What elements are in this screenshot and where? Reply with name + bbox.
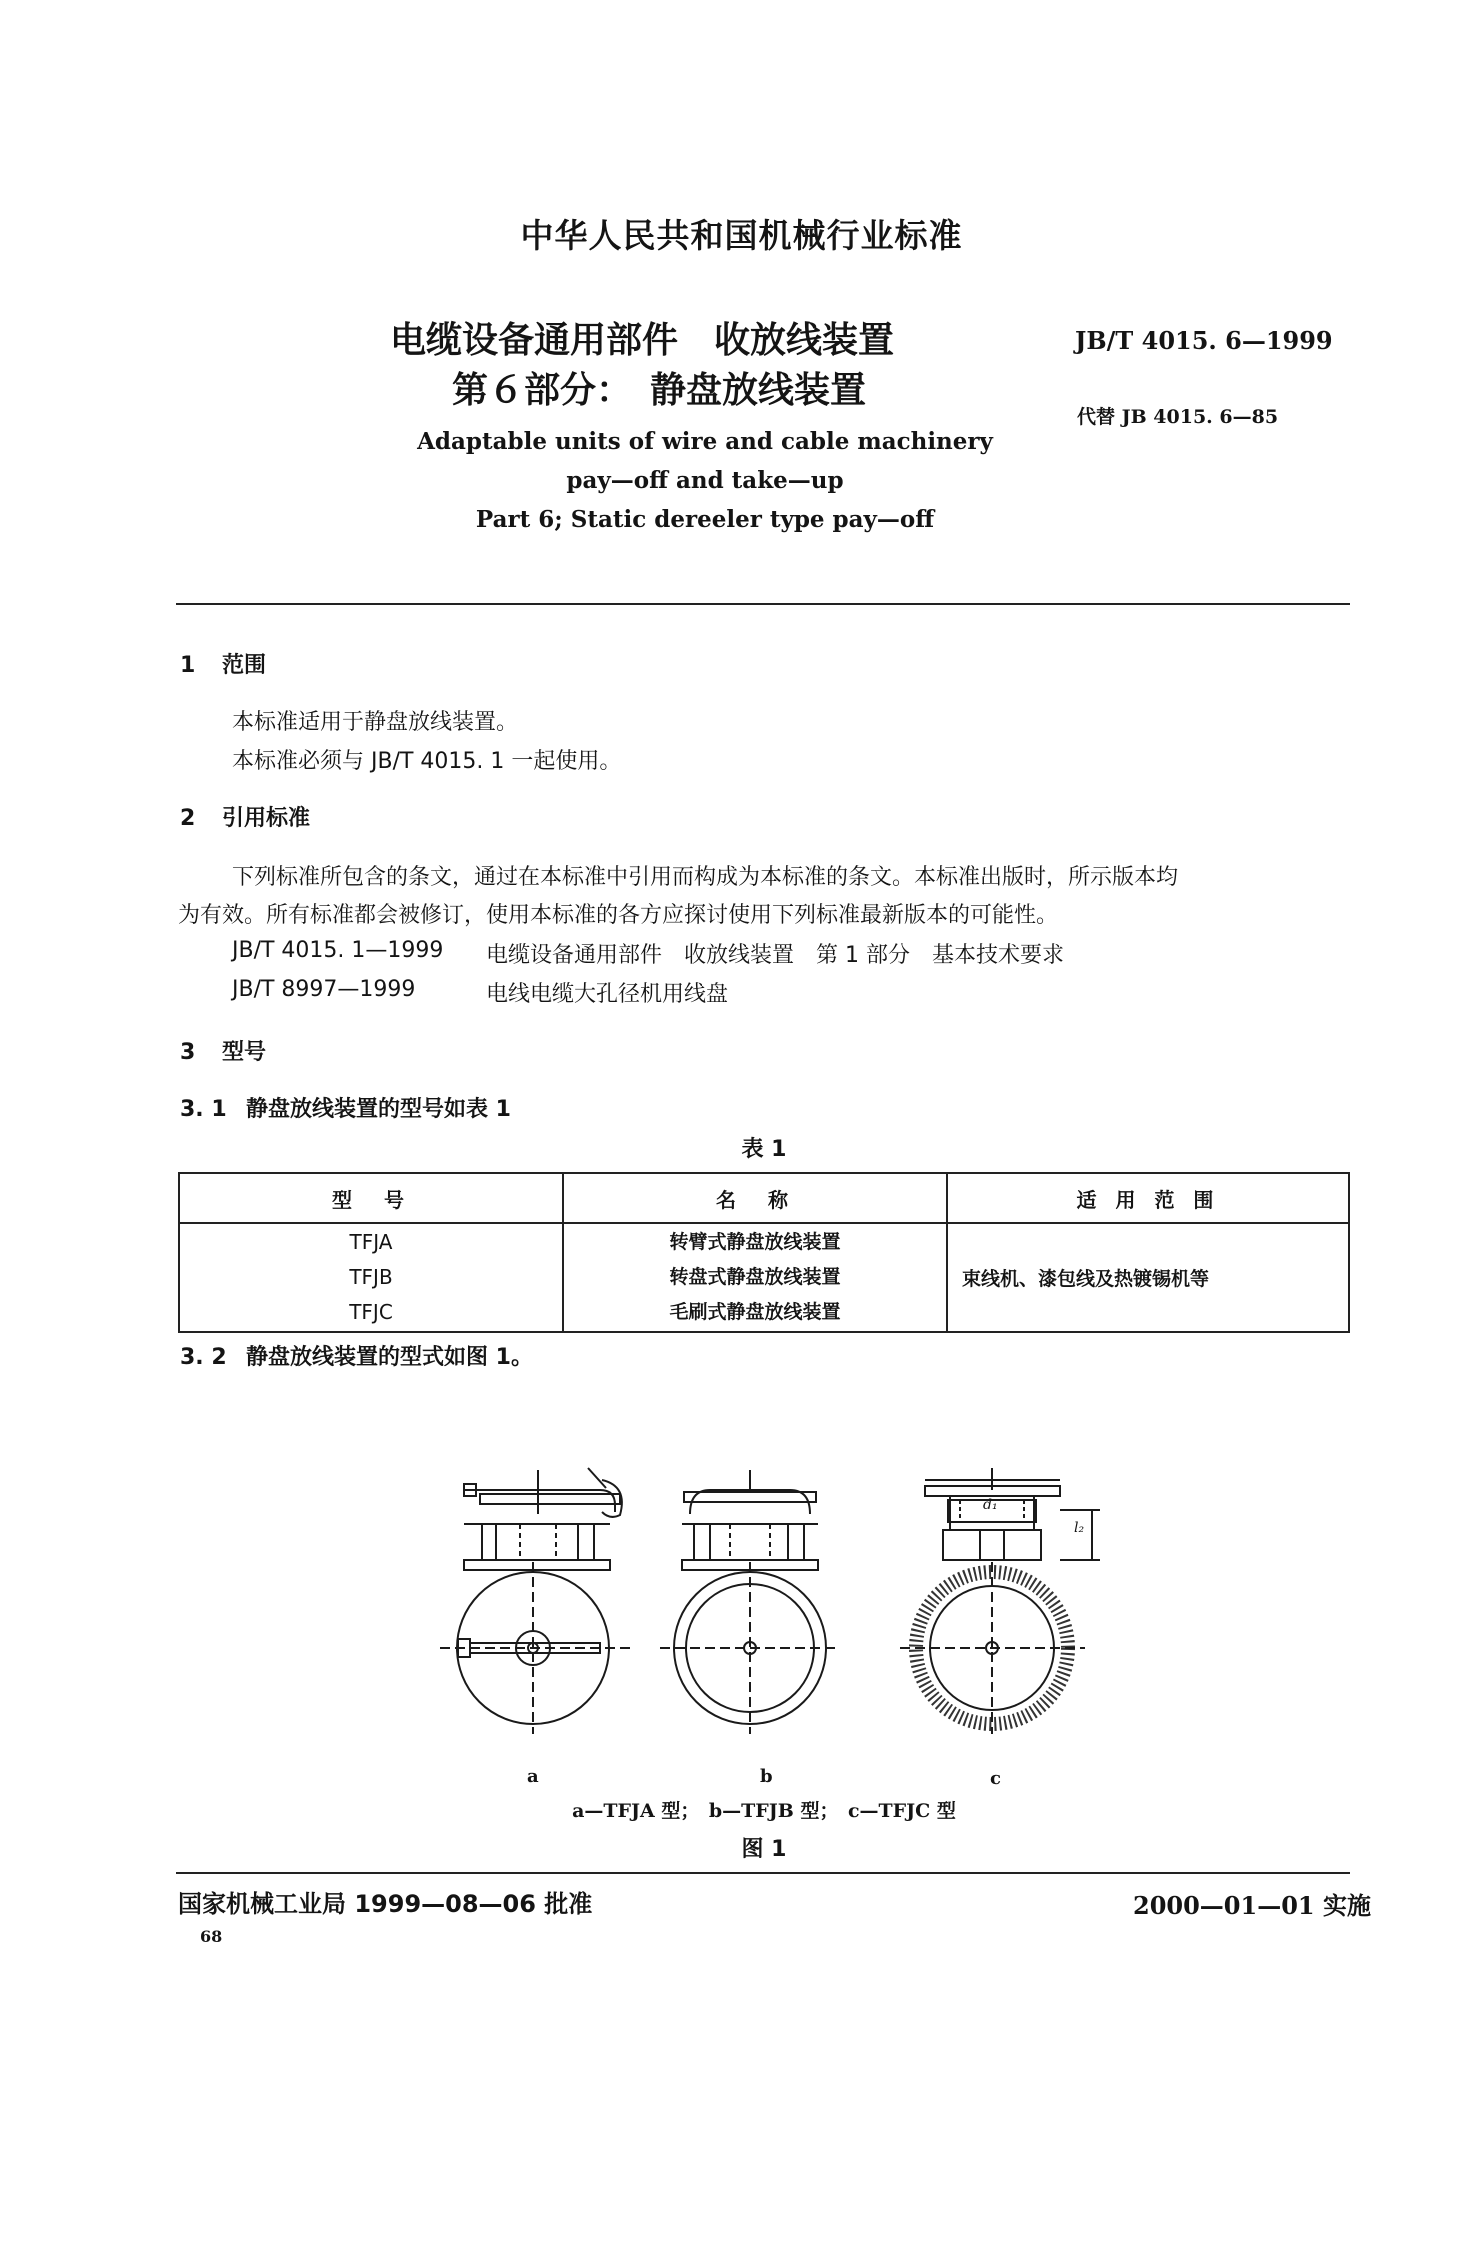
section-3-heading [180,1035,266,1066]
section-2-para-line2: 为有效。所有标准都会被修订，使用本标准的各方应探讨使用下列标准最新版本的可能性。 [178,903,1059,928]
header-divider [176,603,1350,605]
name-tfjb: 转盘式静盘放线装置 [669,1266,841,1288]
name-tfja: 转臂式静盘放线装置 [669,1231,841,1253]
reference-1-code: JB/T 4015. 1—1999 [232,938,444,963]
footer-divider [176,1872,1350,1874]
industry-standard-title: 中华人民共和国机械行业标准 [520,216,963,255]
model-table [178,1172,1350,1333]
figure-legend: a—TFJA 型； b—TFJB 型； c—TFJC 型 [572,1800,956,1822]
table-header-row [179,1173,1349,1223]
section-2-para-line1: 下列标准所包含的条文，通过在本标准中引用而构成为本标准的条文。本标准出版时，所示版本均 [232,865,1179,890]
section-number: 2 [180,806,196,831]
effective-date: 2000—01—01 实施 [1133,1891,1371,1920]
english-title-line3: Part 6; Static dereeler type pay—off [475,506,935,533]
standard-title-line1: 电缆设备通用部件 收放线装置 [390,320,895,361]
figure-c-tfjc [900,1468,1100,1734]
section-title: 型号 [222,1040,267,1065]
english-title-line2: pay—off and take—up [566,467,844,494]
model-tfjb: TFJB [349,1265,393,1289]
header-scope: 适 用 范 围 [947,1173,1349,1223]
figure-label-b: b [760,1766,773,1787]
clause-3-1 [180,1092,511,1123]
reference-2-title: 电线电缆大孔径机用线盘 [486,982,729,1007]
name-tfjc: 毛刷式静盘放线装置 [669,1301,841,1323]
figure-b-tfjb [660,1470,840,1734]
model-cell [179,1223,563,1332]
replaces-standard: 代替 JB 4015. 6—85 [1077,406,1279,428]
english-title-line1: Adaptable units of wire and cable machinery [417,428,993,455]
section-1-heading [180,648,266,679]
scope-cell: 束线机、漆包线及热镀锡机等 [947,1223,1349,1332]
header-name: 名 称 [563,1173,947,1223]
section-number: 3 [180,1040,196,1065]
clause-text: 静盘放线装置的型号如表 1 [246,1097,511,1122]
clause-text: 静盘放线装置的型式如图 1。 [246,1345,533,1370]
figure-label-a: a [527,1766,539,1787]
section-number: 1 [180,653,196,678]
clause-3-2 [180,1340,533,1371]
dimension-l2: l₂ [1074,1520,1085,1536]
standard-title-line2: 第６部分： 静盘放线装置 [452,370,867,411]
clause-number: 3. 2 [180,1345,227,1370]
model-tfjc: TFJC [349,1300,393,1324]
section-title: 范围 [222,653,267,678]
reference-1-title: 电缆设备通用部件 收放线装置 第 1 部分 基本技术要求 [486,943,1064,968]
page-number: 68 [200,1927,223,1946]
model-tfja: TFJA [349,1230,393,1254]
name-cell [563,1223,947,1332]
table-row [179,1223,1349,1332]
figure-1-drawing [420,1450,1140,1810]
approval-date: 国家机械工业局 1999—08—06 批准 [178,1890,593,1918]
figure-label-c: c [990,1768,1001,1789]
table-1-caption: 表 1 [741,1137,787,1162]
reference-2-code: JB/T 8997—1999 [232,977,416,1002]
section-2-heading [180,801,310,832]
standard-number: JB/T 4015. 6—1999 [1075,326,1333,355]
header-model: 型 号 [179,1173,563,1223]
figure-1-caption: 图 1 [741,1837,787,1862]
section-1-para-2: 本标准必须与 JB/T 4015. 1 一起使用。 [232,749,622,774]
figure-a-tfja [440,1468,630,1734]
section-1-para-1: 本标准适用于静盘放线装置。 [232,710,519,735]
section-title: 引用标准 [222,806,311,831]
dimension-d1: d₁ [983,1497,998,1513]
clause-number: 3. 1 [180,1097,227,1122]
